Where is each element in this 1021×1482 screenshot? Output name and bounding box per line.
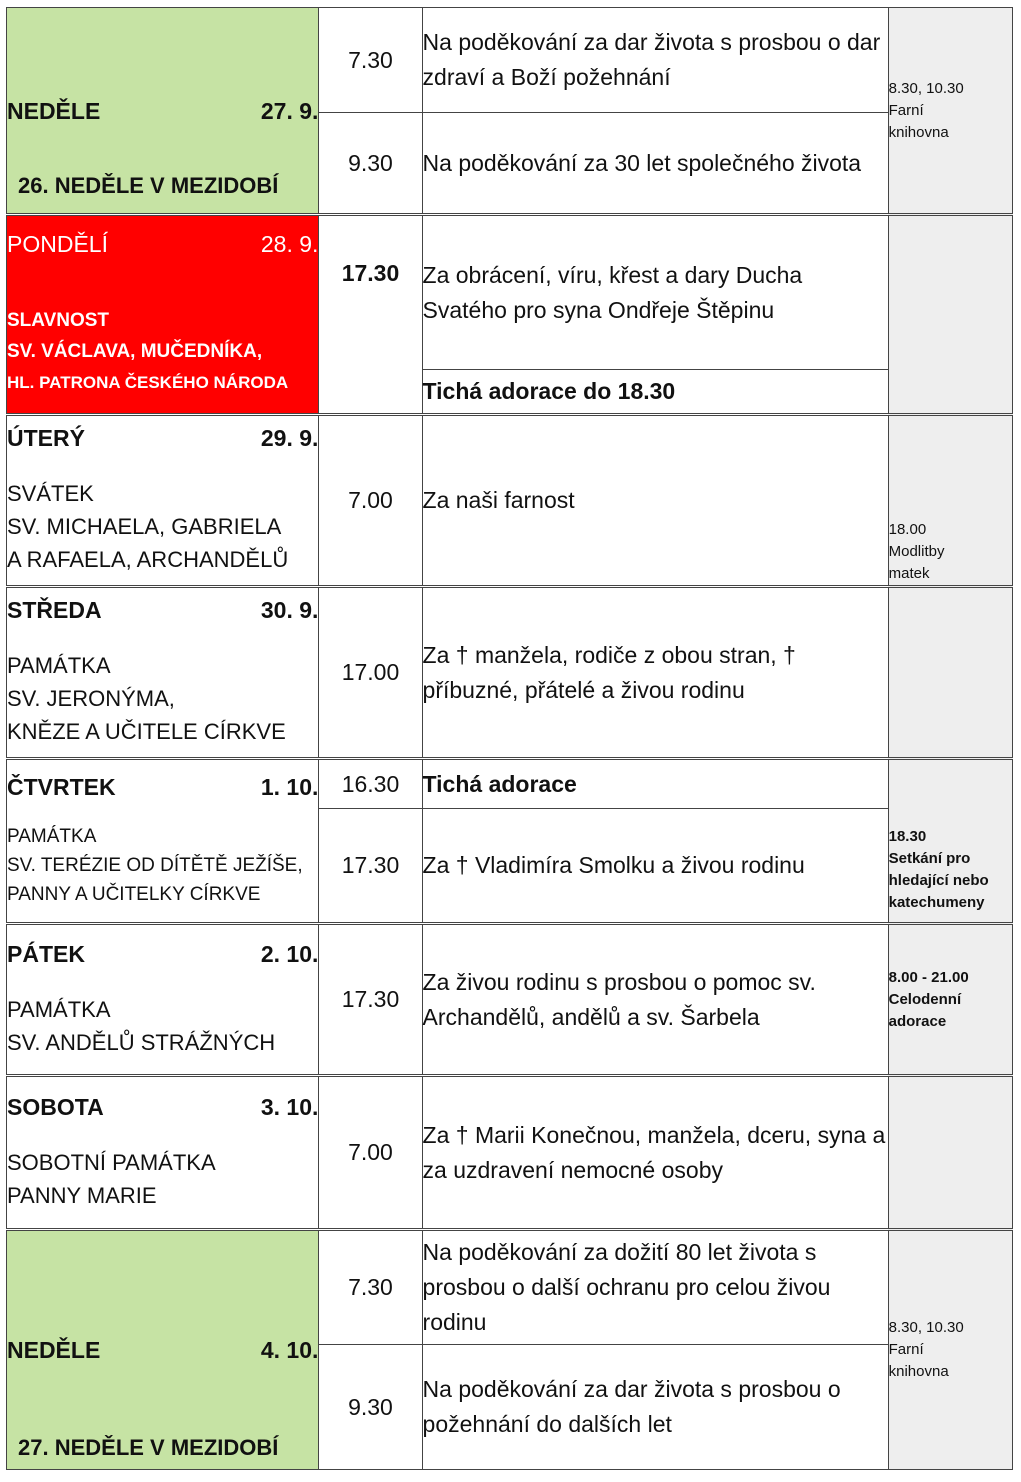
schedule-row	[7, 759, 1013, 809]
day-title-line: A RAFAELA, ARCHANDĚLŮ	[7, 547, 289, 572]
day-title-line: SV. TERÉZIE OD DÍTĚTĚ JEŽÍŠE,	[7, 854, 303, 876]
day-title: 27. NEDĚLE V MEZIDOBÍ	[18, 1435, 279, 1460]
day-date: 30. 9.	[260, 597, 319, 623]
day-name: NEDĚLE	[7, 97, 101, 124]
day-cell-sunday-27-9	[7, 8, 319, 215]
day-name: ÚTERÝ	[7, 425, 85, 451]
mass-time: 9.30	[319, 1345, 422, 1470]
day-title-line: PAMÁTKA	[7, 996, 111, 1022]
note-cell	[888, 759, 1012, 924]
note-line: 8.00 - 21.00	[888, 968, 969, 986]
mass-schedule-table	[6, 7, 1013, 1470]
mass-intention: Za † manžela, rodiče z obou stran, † příbuzné, přátelé a živou rodinu	[422, 587, 888, 759]
day-title-line: SV. JERONÝMA,	[7, 686, 175, 711]
schedule-row	[7, 924, 1013, 1076]
note-line: Setkání pro	[888, 850, 971, 867]
mass-intention: Na poděkování za dar života s prosbou o požehnání do dalších let	[422, 1345, 888, 1470]
note-cell	[888, 215, 1012, 415]
day-title-line: SV. VÁCLAVA, MUČEDNÍKA,	[7, 341, 263, 362]
note-line: matek	[888, 565, 930, 582]
day-date: 3. 10.	[260, 1093, 319, 1120]
day-cell-monday-28-9	[7, 215, 319, 415]
schedule-row	[7, 1230, 1013, 1345]
day-name: SOBOTA	[7, 1093, 104, 1120]
mass-time: 7.30	[319, 1230, 422, 1345]
day-cell-sunday-4-10	[7, 1230, 319, 1470]
note-cell	[888, 8, 1012, 215]
day-name: STŘEDA	[7, 597, 102, 623]
day-title-line: SVÁTEK	[7, 481, 94, 506]
note-cell	[888, 587, 1012, 759]
mass-intention: Na poděkování za 30 let společného života	[422, 113, 888, 215]
note-line: knihovna	[888, 1363, 949, 1380]
day-title-line: PAMÁTKA	[7, 825, 97, 847]
day-cell-wednesday-30-9	[7, 587, 319, 759]
note-cell	[888, 1076, 1012, 1230]
note-line: katechumeny	[888, 894, 985, 911]
schedule-row	[7, 1076, 1013, 1230]
day-title-line: SV. ANDĚLŮ STRÁŽNÝCH	[7, 1029, 276, 1055]
day-title-line: KNĚZE A UČITELE CÍRKVE	[7, 719, 286, 744]
note-line: Farní	[888, 101, 924, 119]
mass-time: 9.30	[319, 113, 422, 215]
day-title: 26. NEDĚLE V MEZIDOBÍ	[18, 173, 279, 198]
note-cell	[888, 415, 1012, 587]
day-name: NEDĚLE	[7, 1337, 101, 1363]
mass-intention: Na poděkování za dar života s prosbou o dar zdraví a Boží požehnání	[422, 8, 888, 113]
note-line: knihovna	[888, 123, 949, 141]
note-line: 8.30, 10.30	[888, 1319, 964, 1336]
day-cell-thursday-1-10	[7, 759, 319, 924]
mass-time: 17.30	[319, 215, 422, 415]
day-name: PÁTEK	[7, 940, 85, 967]
day-date: 29. 9.	[260, 425, 319, 451]
schedule-row	[7, 415, 1013, 587]
day-name: ČTVRTEK	[7, 773, 116, 800]
note-line: 18.00	[888, 521, 927, 538]
mass-intention: Za živou rodinu s prosbou o pomoc sv. Archandělů, andělů a sv. Šarbela	[422, 924, 888, 1076]
day-title-line: HL. PATRONA ČESKÉHO NÁRODA	[7, 373, 289, 392]
mass-time: 17.30	[319, 924, 422, 1076]
mass-intention: Tichá adorace	[422, 759, 888, 809]
mass-intention: Za † Vladimíra Smolku a živou rodinu	[422, 809, 888, 924]
schedule-row	[7, 587, 1013, 759]
day-date: 1. 10.	[260, 773, 319, 800]
mass-intention: Za naši farnost	[422, 415, 888, 587]
day-date: 28. 9.	[260, 231, 319, 257]
day-cell-tuesday-29-9	[7, 415, 319, 587]
mass-time: 16.30	[319, 759, 422, 809]
mass-intention: Na poděkování za dožití 80 let života s prosbou o další ochranu pro celou živou rodinu	[422, 1230, 888, 1345]
mass-time: 7.00	[319, 1076, 422, 1230]
mass-time: 7.00	[319, 415, 422, 587]
schedule-row	[7, 8, 1013, 113]
note-line: hledající nebo	[888, 872, 989, 889]
day-date: 27. 9.	[260, 97, 319, 124]
note-line: 18.30	[888, 828, 927, 845]
day-title-line: SOBOTNÍ PAMÁTKA	[7, 1149, 216, 1175]
mass-intention: Tichá adorace do 18.30	[422, 370, 888, 415]
note-line: 8.30, 10.30	[888, 79, 964, 97]
note-line: adorace	[888, 1012, 947, 1030]
note-line: Modlitby	[888, 543, 945, 560]
day-cell-friday-2-10	[7, 924, 319, 1076]
note-line: Farní	[888, 1341, 924, 1358]
day-title-line: SV. MICHAELA, GABRIELA	[7, 514, 282, 539]
schedule-row	[7, 215, 1013, 370]
mass-intention: Za obrácení, víru, křest a dary Ducha Svatého pro syna Ondřeje Štěpinu	[422, 215, 888, 370]
note-cell	[888, 1230, 1012, 1470]
day-date: 2. 10.	[260, 940, 319, 967]
day-title-line: PANNY MARIE	[7, 1182, 157, 1208]
mass-time: 7.30	[319, 8, 422, 113]
note-cell	[888, 924, 1012, 1076]
mass-time: 17.00	[319, 587, 422, 759]
day-cell-saturday-3-10	[7, 1076, 319, 1230]
mass-time: 17.30	[319, 809, 422, 924]
day-title-line: SLAVNOST	[7, 310, 110, 331]
day-name: PONDĚLÍ	[7, 231, 108, 257]
day-title-line: PAMÁTKA	[7, 653, 111, 678]
note-line: Celodenní	[888, 990, 962, 1008]
day-title-line: PANNY A UČITELKY CÍRKVE	[7, 883, 261, 905]
day-date: 4. 10.	[260, 1337, 319, 1363]
mass-intention: Za † Marii Konečnou, manžela, dceru, syna a za uzdravení nemocné osoby	[422, 1076, 888, 1230]
